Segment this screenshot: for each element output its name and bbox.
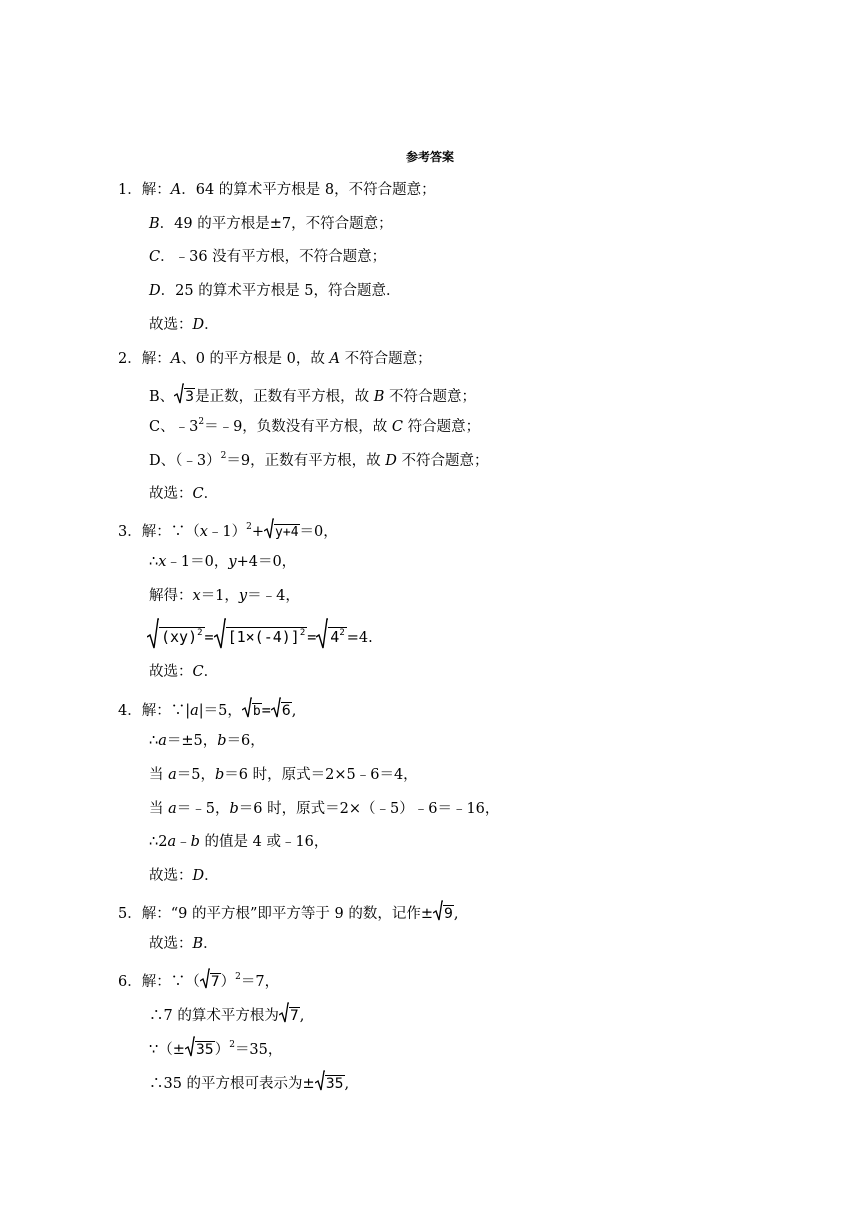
- q3-line-1: 3．解：∵（x﹣1）$^2$+ y+4＝0，: [118, 518, 338, 543]
- q1-line-1: 1．解：A．64 的算术平方根是 8，不符合题意；: [118, 182, 436, 198]
- q5-number: 5．: [118, 906, 142, 922]
- sqrt-3-radical: [174, 383, 184, 405]
- q6-line-1: 6．解：∵（ 7）$^2$＝7，: [118, 968, 279, 992]
- q2-line-2: B、 3是正数，正数有平方根，故 B 不符合题意；: [149, 383, 476, 407]
- sqrt-radical: [316, 618, 328, 650]
- q1-line-2: B．49 的平方根是±7，不符合题意；: [149, 216, 393, 232]
- q4-line-4: 当 a＝﹣5，b＝6 时，原式＝2×（﹣5）﹣6＝﹣16，: [149, 801, 500, 817]
- q5-line-2: 故选：B．: [149, 936, 218, 952]
- sqrt-radical: [200, 968, 210, 990]
- q1-line-4: D．25 的算术平方根是 5，符合题意．: [149, 283, 401, 299]
- q4-number: 4．: [118, 703, 142, 719]
- q6-number: 6．: [118, 974, 142, 990]
- sqrt-radical: [279, 1002, 289, 1024]
- q2-line-3: C、$﹣3^2=﹣9$，负数没有平方根，故 C 符合题意；: [149, 417, 481, 435]
- q2-line-1: 2．解：A、0 的平方根是 0，故 A 不符合题意；: [118, 351, 432, 367]
- q1-line-3: C．﹣36 没有平方根，不符合题意；: [149, 249, 387, 265]
- page-title: 参考答案: [405, 150, 454, 164]
- q4-line-6: 故选：D．: [149, 868, 219, 884]
- q6-line-4: ∴35 的平方根可表示为± 35,: [149, 1070, 349, 1094]
- q4-line-3: 当 a＝5，b＝6 时，原式＝2×5﹣6＝4，: [149, 767, 418, 783]
- q3-line-5: 故选：C．: [149, 664, 219, 680]
- q2-line-5: 故选：C．: [149, 486, 219, 502]
- sqrt-radical: [185, 1036, 195, 1058]
- q3-line-4: (xy)$^2$ = $[1\times(-4)]^2$ = $4^2 =4$.: [147, 618, 373, 652]
- q3-line-2: ∴x﹣1＝0，y+4＝0，: [149, 554, 297, 570]
- q2-line-4: D、（﹣3）$^2$＝9，正数有平方根，故 D 不符合题意；: [149, 451, 489, 469]
- q4-line-5: ∴2a﹣b 的值是 4 或﹣16，: [149, 834, 329, 850]
- sqrt-radical: [315, 1070, 325, 1092]
- sqrt-radical: [147, 618, 159, 650]
- sqrt-radical: [242, 697, 252, 719]
- q3-line-3: 解得：x＝1，y＝﹣4，: [149, 588, 300, 604]
- sqrt-radical: [271, 697, 281, 719]
- q1-number: 1．: [118, 182, 142, 198]
- q4-line-2: ∴a＝±5，b＝6，: [149, 733, 265, 749]
- sqrt-radical: [214, 618, 226, 650]
- q1-line-5: 故选：D．: [149, 317, 219, 333]
- sqrt-radical: [264, 518, 274, 540]
- q3-number: 3．: [118, 524, 142, 540]
- q6-line-3: ∵（± 35）$^2$＝35，: [149, 1036, 282, 1060]
- q2-number: 2．: [118, 351, 142, 367]
- sqrt-radical: [433, 900, 443, 922]
- q5-line-1: 5．解：“9 的平方根”即平方等于 9 的数，记作± 9,: [118, 900, 459, 924]
- q4-line-1: 4．解：∵|a|＝5， b= 6,: [118, 697, 296, 722]
- q6-line-2: ∴7 的算术平方根为 7,: [149, 1002, 304, 1026]
